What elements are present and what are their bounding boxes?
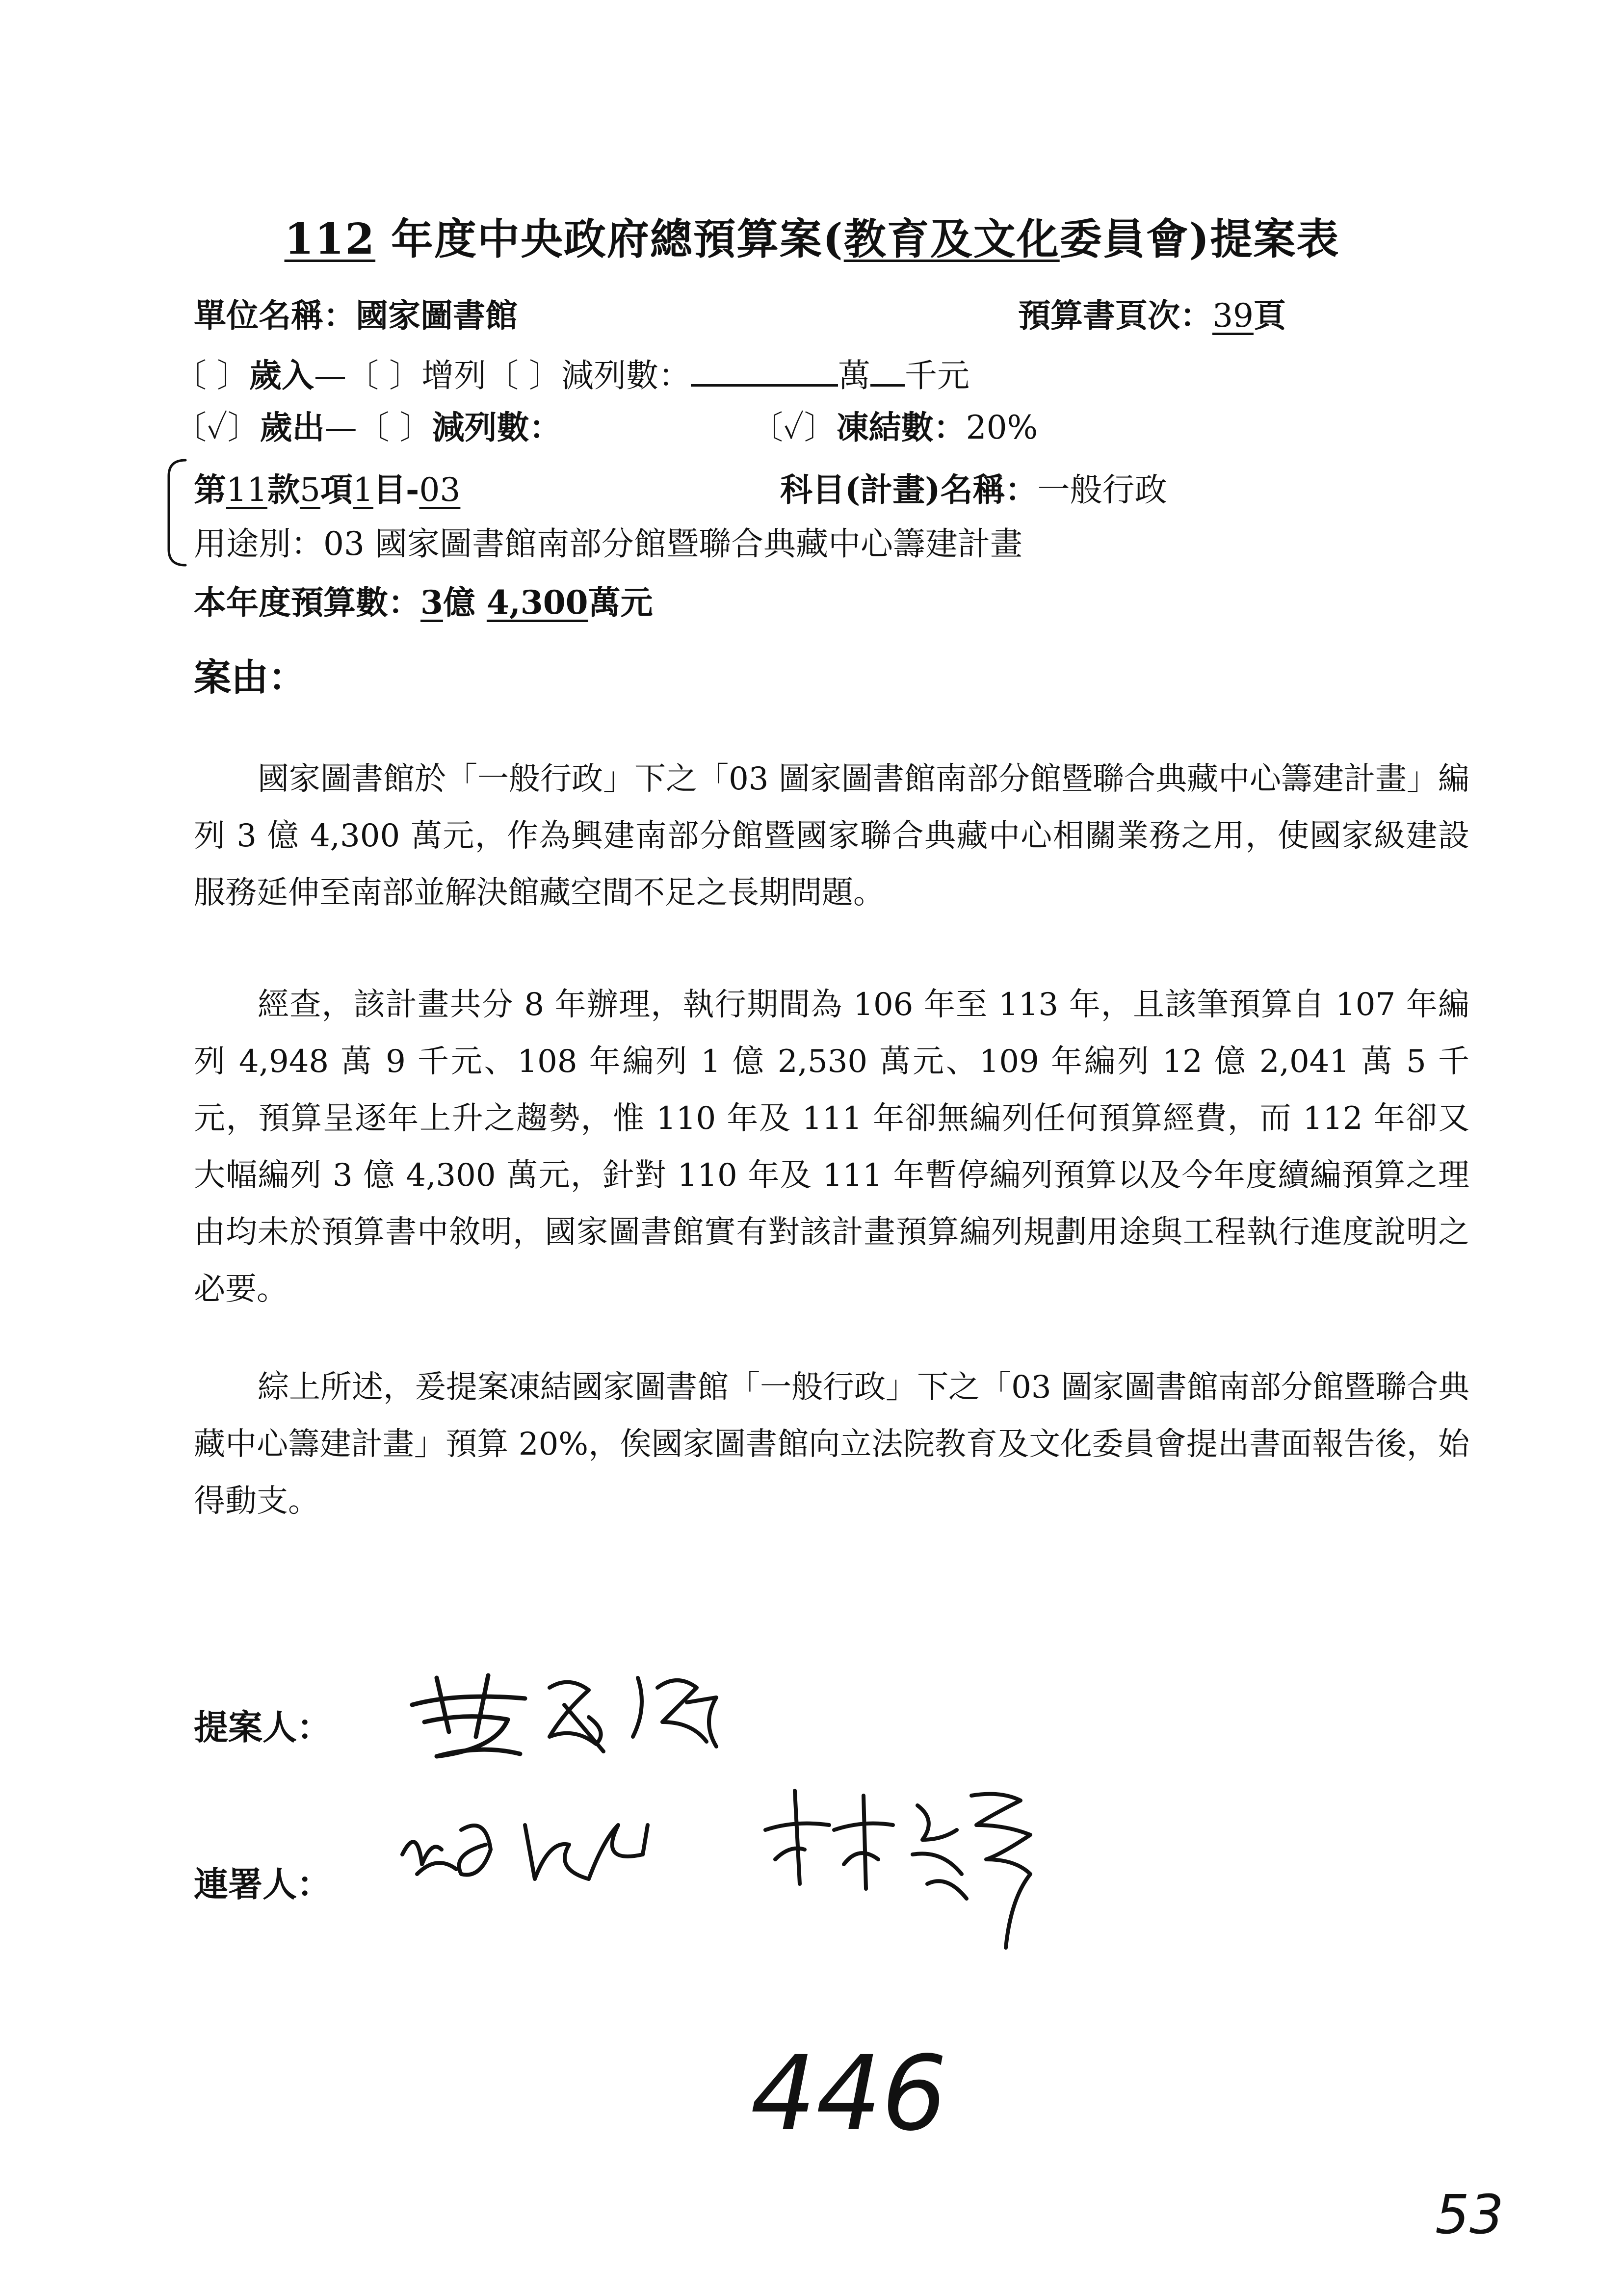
revenue-line: 〔 〕歲入—〔 〕增列〔 〕減列數： 萬 千元 — [174, 356, 969, 394]
title-year: 112 — [284, 214, 376, 264]
proposer-label: 提案人： — [194, 1707, 331, 1748]
paragraph-3: 綜上所述，爰提案凍結國家圖書館「一般行政」下之「03 圖家圖書館南部分館暨聯合典藏中心籌建計畫」預算 20%，俟國家圖書館向立法院教育及文化委員會提出書面報告後，始得動支。 — [194, 1369, 1469, 1519]
subject-name: 科目(計畫)名稱：一般行政 — [780, 470, 1167, 509]
page-title: 112 年度中央政府總預算案(教育及文化委員會)提案表 — [284, 214, 1340, 264]
amount-blank — [691, 356, 838, 387]
purpose-line: 用途別：03 國家圖書館南部分館暨聯合典藏中心籌建計畫 — [194, 525, 1022, 563]
budget-item-code: 第11款5項1目-03 — [194, 470, 461, 509]
cosigner-signature-1 — [388, 1796, 682, 1894]
handwritten-number-446 — [721, 2034, 976, 2154]
budget-book-page: 預算書頁次：39頁 — [1018, 296, 1286, 335]
svg-text:446: 446 — [750, 2034, 947, 2154]
expense-line: 〔✓〕歲出—〔 〕減列數： — [174, 408, 562, 446]
paragraph-1: 國家圖書館於「一般行政」下之「03 圖家圖書館南部分館暨聯合典藏中心籌建計畫」編列 3 億 4,300 萬元，作為興建南部分館暨國家聯合典藏中心相關業務之用，使國家級建設服務延伸至南部並解決館藏空間不足之長期問題。 — [194, 761, 1469, 911]
reason-label: 案由： — [194, 655, 306, 699]
proposer-signature — [402, 1658, 756, 1766]
title-committee: 教育及文化 — [843, 214, 1060, 264]
unit-name: 單位名稱：國家圖書館 — [194, 296, 518, 335]
page-corner-number: 53 — [1435, 2183, 1504, 2246]
budget-amount: 本年度預算數：3億 4,300萬元 — [194, 583, 653, 622]
cosigner-label: 連署人： — [194, 1864, 331, 1905]
cosigner-signature-2 — [756, 1776, 1060, 1962]
freeze-amount: 〔✓〕凍結數：20% — [751, 408, 1038, 446]
thousand-blank — [870, 356, 905, 387]
paragraph-2: 經查，該計畫共分 8 年辦理，執行期間為 106 年至 113 年，且該筆預算自 107 年編列 4,948 萬 9 千元、108 年編列 1 億 2,530 萬元、109 年編列 12 億 2,041 萬 5 千元，預算呈逐年上升之趨勢，惟 110 年及 111 年卻無編列任何預算經費，而 112 年卻又大幅編列 3 億 4,300 萬元，針對 110 年及 111 年暫停編列預算以及今年度續編預算之理由均未於預算書中敘明，國家圖書館實有對該計畫預算編列規劃用途與工程執行進度說明之必要。 — [194, 987, 1469, 1307]
left-bracket — [162, 456, 191, 569]
